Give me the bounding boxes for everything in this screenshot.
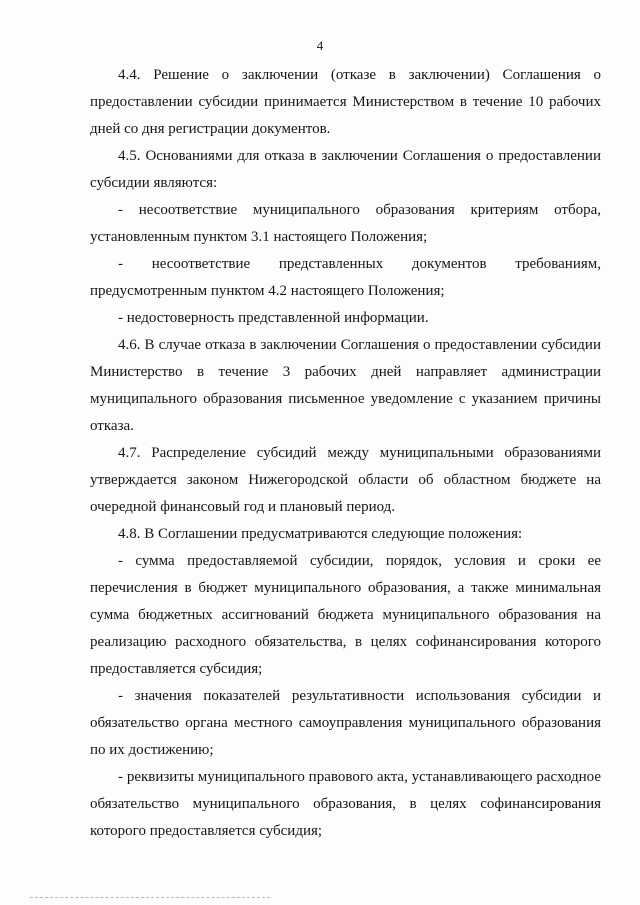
list-item-documents-mismatch: - несоответствие представленных документов требованиям, предусмотренным пунктом 4.2 настоящего Положения; [90,256,601,299]
paragraph-4-6: 4.6. В случае отказа в заключении Соглашения о предоставлении субсидии Министерство в течение 3 рабочих дней направляет администрации муниципального образования письменное уведомление с указанием причины отказа. [90,337,601,434]
scan-artifact-line [30,897,270,899]
list-item-performance-indicators: - значения показателей результативности использования субсидии и обязательство органа местного самоуправления муниципального образования по их достижению; [90,688,601,758]
list-item-criteria-mismatch: - несоответствие муниципального образования критериям отбора, установленным пунктом 3.1 настоящего Положения; [90,202,601,245]
list-item-subsidy-amount: - сумма предоставляемой субсидии, порядок, условия и сроки ее перечисления в бюджет муниципального образования, а также минимальная сумма бюджетных ассигнований бюджета муниципального образования на реализацию расходного обязательства, в целях софинансирования которого предоставляется субсидия; [90,553,601,677]
paragraph-4-7: 4.7. Распределение субсидий между муниципальными образованиями утверждается законом Нижегородской области об областном бюджете на очередной финансовый год и плановый период. [90,445,601,515]
paragraph-4-4: 4.4. Решение о заключении (отказе в заключении) Соглашения о предоставлении субсидии принимается Министерством в течение 10 рабочих дней со дня регистрации документов. [90,67,601,137]
list-item-unreliable-info: - недостоверность представленной информации. [118,310,429,326]
paragraph-4-5: 4.5. Основаниями для отказа в заключении Соглашения о предоставлении субсидии являются: [90,148,601,191]
paragraph-4-8: 4.8. В Соглашении предусматриваются следующие положения: [118,526,523,542]
page-number: 4 [316,38,324,53]
list-item-legal-act-details: - реквизиты муниципального правового акта, устанавливающего расходное обязательство муниципального образования, в целях софинансирования которого предоставляется субсидия; [90,769,601,839]
document-body [90,62,601,845]
